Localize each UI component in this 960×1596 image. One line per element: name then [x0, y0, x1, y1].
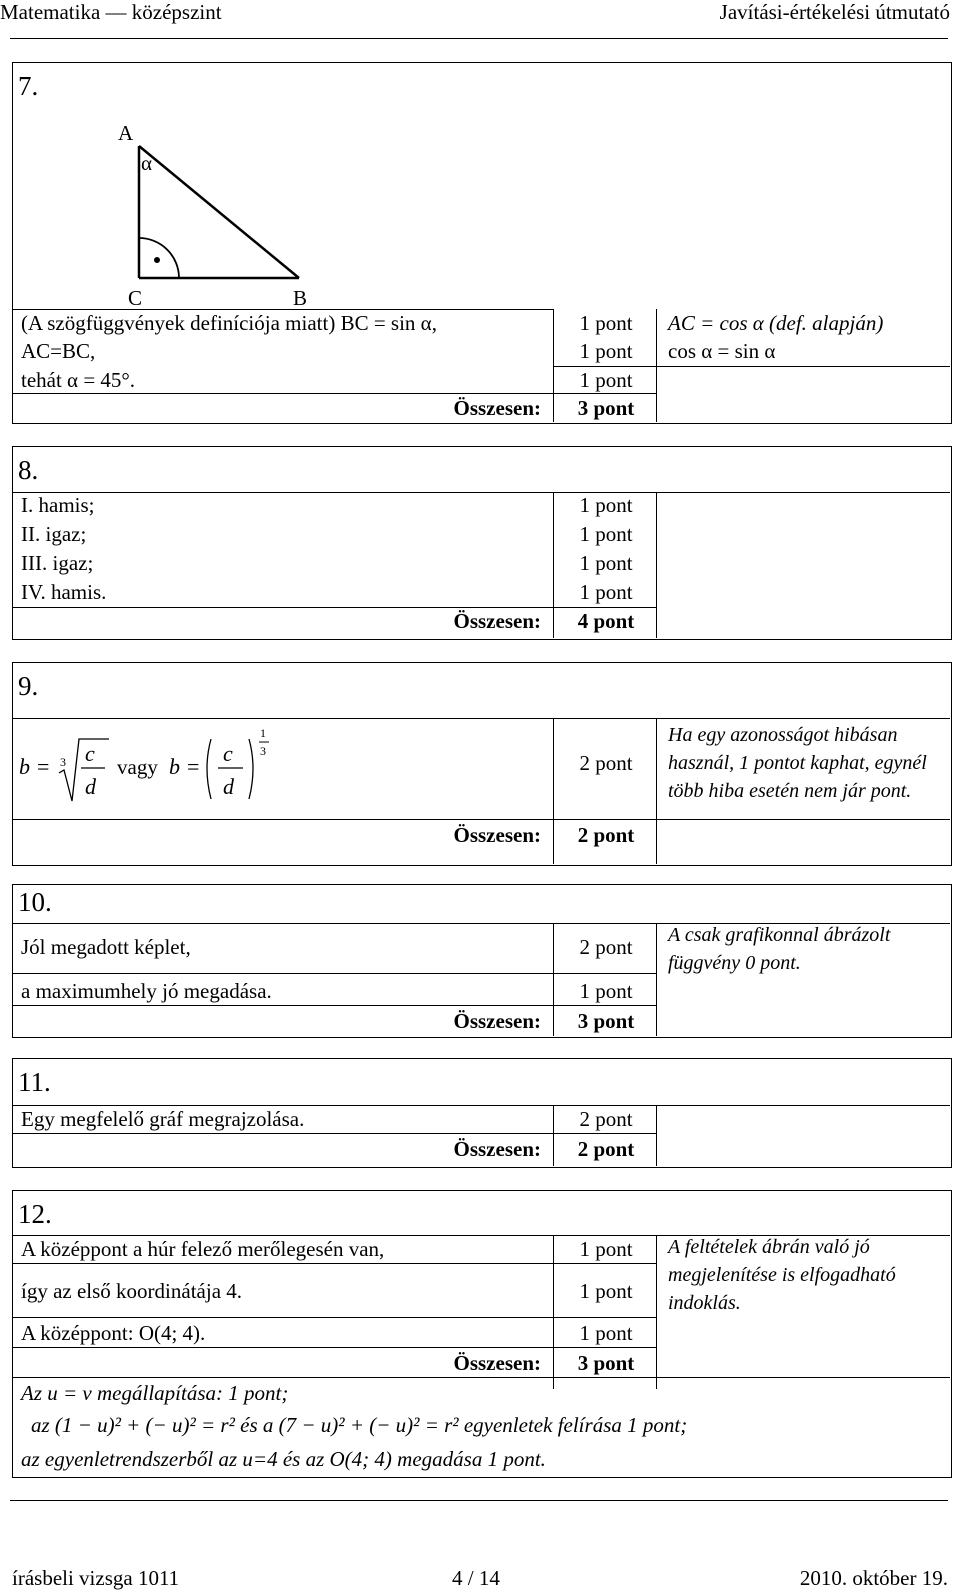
- q8-row1-points: 1 pont: [579, 493, 633, 517]
- q7-number: 7.: [18, 71, 39, 101]
- footer-right: 2010. október 19.: [799, 1566, 948, 1590]
- svg-text:3: 3: [260, 744, 266, 758]
- q12-row3-points: 1 pont: [579, 1321, 633, 1345]
- q10-total: 3 pont: [577, 1009, 635, 1033]
- header-right: Javítási-értékelési útmutató: [719, 0, 950, 24]
- footer-page-number: 4 / 14: [452, 1566, 500, 1590]
- svg-text:c: c: [223, 741, 233, 766]
- svg-text:vagy: vagy: [117, 755, 158, 779]
- q12-number: 12.: [18, 1199, 52, 1229]
- footer-left: írásbeli vizsga 1011: [12, 1566, 180, 1590]
- q7-row2-text: AC=BC,: [21, 339, 96, 363]
- q7-row1-text: (A szögfüggvények definíciója miatt) BC = sin α,: [21, 311, 437, 335]
- right-angle-dot: [154, 257, 160, 263]
- alpha-label: α: [141, 151, 153, 175]
- q11-total: 2 pont: [577, 1137, 635, 1161]
- q11-total-label: Összesen:: [453, 1137, 541, 1161]
- q7-row1-note: AC = cos α (def. alapján): [668, 311, 884, 335]
- svg-text:d: d: [85, 774, 96, 799]
- q10-row2-points: 1 pont: [579, 979, 633, 1003]
- q7-total: 3 pont: [577, 396, 635, 420]
- svg-text:=: =: [37, 754, 50, 779]
- q7-total-label: Összesen:: [453, 396, 541, 420]
- q12-total: 3 pont: [577, 1351, 635, 1375]
- question-12: [12, 1190, 952, 1478]
- header-left: Matematika — középszint: [0, 0, 222, 24]
- q8-row2-points: 1 pont: [579, 522, 633, 546]
- svg-text:1: 1: [260, 726, 266, 740]
- right-triangle-figure: [113, 118, 323, 313]
- question-8: [12, 446, 952, 640]
- q8-total-label: Összesen:: [453, 609, 541, 633]
- q10-number: 10.: [18, 887, 52, 917]
- q7-row1-points: 1 pont: [579, 311, 633, 335]
- q10-row1-text: Jól megadott képlet,: [21, 935, 191, 959]
- header-rule: [10, 38, 948, 39]
- q12-alt-line1: Az u = v megállapítása: 1 pont;: [21, 1381, 289, 1405]
- q7-row3-text: tehát α = 45°.: [21, 368, 136, 392]
- question-9: [12, 662, 952, 866]
- q8-row2-text: II. igaz;: [21, 522, 87, 546]
- svg-text:=: =: [187, 754, 200, 779]
- q9-total: 2 pont: [577, 823, 635, 847]
- q8-row1-text: I. hamis;: [21, 493, 95, 517]
- page-header: [0, 0, 960, 40]
- q8-row4-text: IV. hamis.: [21, 580, 107, 604]
- q8-row4-points: 1 pont: [579, 580, 633, 604]
- q12-row1-points: 1 pont: [579, 1237, 633, 1261]
- q12-note: A feltételek ábrán való jó megjelenítése is elfogadható indoklás.: [668, 1236, 896, 1314]
- q7-row2-points: 1 pont: [579, 339, 633, 363]
- question-11: [12, 1058, 952, 1168]
- q12-alt-line3: az egyenletrendszerből az u=4 és az O(4; 4) megadása 1 pont.: [21, 1447, 546, 1471]
- vertex-a-label: A: [118, 121, 134, 145]
- q11-number: 11.: [18, 1067, 51, 1097]
- svg-text:b: b: [19, 754, 30, 779]
- svg-text:d: d: [223, 774, 234, 799]
- q9-formula: [19, 721, 299, 821]
- q12-row2-text: így az első koordinátája 4.: [21, 1279, 243, 1303]
- q9-total-label: Összesen:: [453, 823, 541, 847]
- q12-row2-points: 1 pont: [579, 1279, 633, 1303]
- q8-row3-text: III. igaz;: [21, 551, 94, 575]
- q11-row1-text: Egy megfelelő gráf megrajzolása.: [21, 1107, 305, 1131]
- q8-number: 8.: [18, 455, 39, 485]
- q10-total-label: Összesen:: [453, 1009, 541, 1033]
- q9-points: 2 pont: [579, 751, 633, 775]
- q10-note: A csak grafikonnal ábrázolt függvény 0 pont.: [668, 924, 891, 974]
- question-10: [12, 884, 952, 1038]
- q7-row2-note: cos α = sin α: [668, 339, 776, 363]
- svg-text:b: b: [169, 754, 180, 779]
- q8-total: 4 pont: [577, 609, 635, 633]
- side-ab: [139, 146, 299, 278]
- q8-row3-points: 1 pont: [579, 551, 633, 575]
- q11-row1-points: 2 pont: [579, 1107, 633, 1131]
- q9-note: Ha egy azonosságot hibásan használ, 1 pontot kaphat, egynél több hiba esetén nem jár pont.: [668, 724, 927, 802]
- q12-alt-line2: az (1 − u)² + (− u)² = r² és a (7 − u)² + (− u)² = r² egyenletek felírása 1 pont;: [31, 1413, 688, 1437]
- q9-number: 9.: [18, 671, 39, 701]
- vertex-b-label: B: [293, 286, 308, 310]
- q12-row1-text: A középpont a húr felező merőlegesén van,: [21, 1237, 385, 1261]
- q12-total-label: Összesen:: [453, 1351, 541, 1375]
- q7-row3-points: 1 pont: [579, 368, 633, 392]
- vertex-c-label: C: [128, 286, 143, 310]
- svg-text:3: 3: [60, 755, 66, 769]
- q10-row2-text: a maximumhely jó megadása.: [21, 979, 272, 1003]
- q10-row1-points: 2 pont: [579, 935, 633, 959]
- question-7: [12, 62, 952, 424]
- q12-row3-text: A középpont: O(4; 4).: [21, 1321, 206, 1345]
- footer-rule: [10, 1500, 948, 1501]
- svg-text:c: c: [85, 741, 95, 766]
